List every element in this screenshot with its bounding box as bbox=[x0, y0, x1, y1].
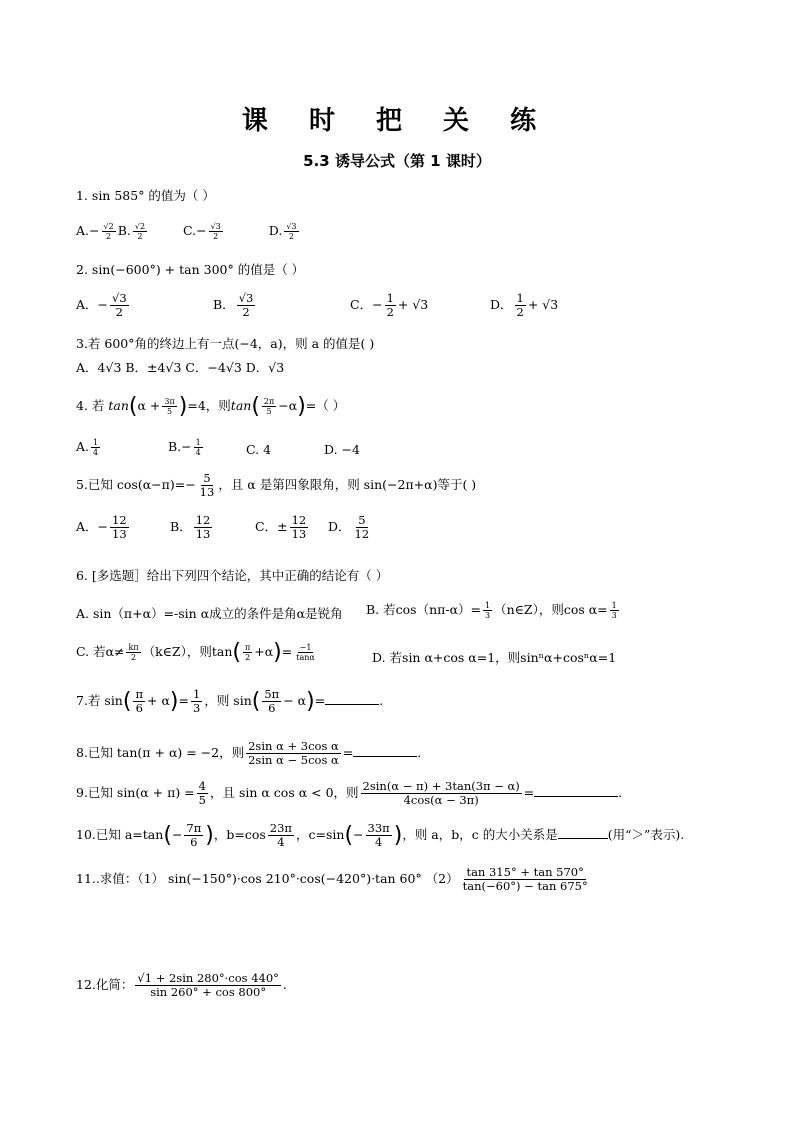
option-d-fraction bbox=[353, 514, 372, 541]
option-a-fraction bbox=[91, 438, 100, 457]
numerator: 1 bbox=[386, 291, 394, 305]
fraction bbox=[198, 472, 217, 499]
expression-end: =（ ） bbox=[305, 398, 346, 413]
b-definition: ，b=cos bbox=[213, 827, 266, 843]
fraction bbox=[162, 397, 176, 416]
question-5-tail: ，且 α 是第四象限角，则 sin(−2π+α)等于( ) bbox=[218, 477, 477, 493]
answer-blank[interactable] bbox=[325, 704, 379, 705]
option-b-fraction bbox=[194, 438, 203, 457]
denominator: 13 bbox=[291, 527, 307, 542]
denominator: 4 bbox=[277, 835, 285, 850]
fraction bbox=[243, 643, 252, 662]
question-3-stem: 3.若 600°角的终边上有一点(−4，a)，则 a 的值是( ) bbox=[76, 336, 375, 351]
denominator: 12 bbox=[354, 527, 370, 542]
question-9-stem bbox=[76, 780, 622, 807]
denominator: 2 bbox=[245, 653, 251, 662]
numerator: 5π bbox=[264, 687, 280, 701]
denominator: 5 bbox=[167, 407, 173, 416]
fraction bbox=[361, 780, 522, 807]
numerator: √2 bbox=[103, 222, 114, 231]
answer-blank[interactable] bbox=[558, 838, 608, 839]
denominator: 2 bbox=[137, 232, 143, 242]
question-11-lead: 11..求值：（1） sin(−150°)·cos 210°·cos(−420°)·tan 60° （2） bbox=[76, 871, 459, 887]
numerator: 1 bbox=[93, 438, 99, 447]
option-c-tail: +α bbox=[254, 644, 274, 659]
option-c-sign: − bbox=[196, 223, 207, 239]
denominator: 13 bbox=[195, 527, 211, 542]
numerator: 1 bbox=[516, 291, 524, 305]
period: . bbox=[417, 745, 422, 761]
left-paren: ( bbox=[163, 823, 172, 849]
tan-function: tan bbox=[230, 398, 252, 413]
option-a-label: A． bbox=[76, 519, 98, 535]
left-paren: ( bbox=[344, 823, 354, 849]
denominator: 13 bbox=[112, 527, 127, 542]
fraction bbox=[262, 397, 276, 416]
fraction bbox=[268, 822, 294, 849]
period: . bbox=[618, 785, 623, 801]
fraction bbox=[483, 601, 492, 620]
denominator: 3 bbox=[484, 611, 491, 620]
right-paren: ) bbox=[169, 689, 179, 715]
question-4-option-a bbox=[76, 438, 102, 457]
option-c-label: C. bbox=[183, 223, 197, 239]
denominator: 2 bbox=[242, 305, 250, 320]
page-subtitle: 5.3 诱导公式（第 1 课时） bbox=[303, 152, 491, 170]
option-c-fraction bbox=[385, 292, 396, 319]
denominator: 6 bbox=[135, 701, 143, 716]
numerator: 12 bbox=[112, 513, 127, 527]
fraction bbox=[246, 740, 341, 767]
equals-sign: = bbox=[523, 785, 535, 801]
option-a-fraction bbox=[110, 292, 129, 319]
equals-sign: = bbox=[314, 693, 326, 709]
equals-sign: = bbox=[178, 693, 189, 709]
question-4-option-c: C. 4 bbox=[246, 442, 272, 457]
numerator: 1 bbox=[611, 600, 617, 610]
question-4-stem bbox=[76, 394, 345, 419]
numerator: 2sin(α − π) + 3tan(3π − α) bbox=[362, 779, 520, 793]
denominator: 5 bbox=[198, 793, 206, 808]
numerator: 12 bbox=[291, 513, 307, 527]
fraction bbox=[197, 780, 208, 807]
question-2-option-d bbox=[490, 292, 558, 319]
option-b-fraction bbox=[133, 222, 147, 241]
question-7-stem bbox=[76, 688, 383, 715]
question-8-stem bbox=[76, 740, 421, 767]
fraction bbox=[135, 972, 281, 999]
option-a-fraction bbox=[110, 514, 129, 541]
denominator: sin 260° + cos 800° bbox=[150, 985, 267, 1000]
fraction bbox=[366, 822, 392, 849]
numerator: 23π bbox=[269, 821, 292, 835]
option-c-sign: ± bbox=[277, 519, 288, 535]
option-c-lead: C. 若α≠ bbox=[76, 644, 125, 659]
denominator: tanα bbox=[296, 653, 315, 662]
option-c-label: C． bbox=[350, 297, 373, 313]
numerator: √3 bbox=[112, 291, 127, 305]
option-a-sign: − bbox=[97, 519, 109, 535]
numerator: √3 bbox=[210, 222, 221, 231]
denominator: 4 bbox=[195, 448, 201, 458]
expression-text: −α bbox=[278, 398, 298, 413]
denominator: 6 bbox=[268, 701, 276, 716]
option-d-tail: + √3 bbox=[527, 297, 559, 313]
option-b-lead: B. 若cos（nπ-α）= bbox=[366, 602, 481, 617]
question-5-option-a bbox=[76, 514, 131, 541]
numerator: kπ bbox=[128, 642, 139, 652]
expression-text: + α bbox=[147, 693, 170, 709]
right-paren: ) bbox=[273, 640, 282, 665]
fraction bbox=[191, 688, 202, 715]
numerator: √3 bbox=[286, 222, 297, 231]
question-6-option-d: D. 若sin α+cos α=1，则sinⁿα+cosⁿα=1 bbox=[372, 650, 617, 665]
c-definition: ，c=sin bbox=[295, 827, 345, 843]
denominator: 2 bbox=[130, 653, 137, 662]
option-a-fraction bbox=[102, 222, 116, 241]
question-1-options bbox=[76, 222, 301, 241]
question-5-stem bbox=[76, 472, 476, 499]
numerator: π bbox=[244, 642, 251, 652]
option-c-tail: + √3 bbox=[397, 297, 429, 313]
expression-text: =4，则 bbox=[187, 398, 231, 413]
denominator: 4 bbox=[93, 448, 99, 458]
option-b-mid: （n∈Z），则cos α= bbox=[494, 602, 608, 617]
fraction bbox=[262, 688, 281, 715]
right-paren: ) bbox=[306, 689, 315, 715]
equals-sign: = bbox=[342, 745, 354, 761]
numerator: 5 bbox=[203, 471, 211, 485]
expression-text: ，则 sin bbox=[204, 693, 252, 709]
period: . bbox=[282, 977, 287, 993]
numerator: π bbox=[135, 687, 144, 701]
option-a-sign: − bbox=[97, 297, 109, 313]
option-b-sign: − bbox=[181, 439, 192, 455]
numerator: 1 bbox=[195, 438, 201, 447]
question-5-option-b bbox=[170, 514, 214, 541]
denominator: 2 bbox=[516, 305, 524, 320]
numerator: √2 bbox=[134, 222, 146, 231]
option-b-label: B． bbox=[213, 297, 235, 313]
question-6-option-b bbox=[366, 600, 621, 620]
question-2-option-b bbox=[213, 292, 257, 319]
option-a-label: A． bbox=[76, 297, 98, 313]
option-b-label: B. bbox=[117, 223, 131, 239]
question-4-lead: 4. 若 bbox=[76, 398, 105, 413]
question-10-stem bbox=[76, 822, 684, 849]
expression-text: − α bbox=[283, 693, 307, 709]
denominator: tan(−60°) − tan 675° bbox=[462, 879, 588, 894]
left-paren: ( bbox=[128, 394, 138, 419]
denominator: 3 bbox=[193, 701, 201, 716]
question-10-lead: 10.已知 a=tan bbox=[76, 827, 164, 843]
denominator: 13 bbox=[199, 485, 215, 500]
question-10-end: ，则 a，b，c 的大小关系是 bbox=[402, 827, 558, 843]
denominator: 6 bbox=[190, 835, 198, 850]
question-6-option-a: A. sin（π+α）=-sin α成立的条件是角α是锐角 bbox=[76, 606, 343, 621]
option-d-label: D． bbox=[328, 519, 351, 535]
question-12-lead: 12.化简： bbox=[76, 977, 134, 993]
numerator: 2sin α + 3cos α bbox=[248, 739, 339, 753]
fraction bbox=[461, 866, 590, 893]
question-6-stem: 6. [多选题］给出下列四个结论，其中正确的结论有（ ） bbox=[76, 568, 389, 583]
left-paren: ( bbox=[251, 689, 261, 715]
denominator: 2 bbox=[115, 305, 123, 320]
question-6-option-c bbox=[76, 640, 319, 665]
option-c-sign: − bbox=[372, 297, 383, 313]
option-c-fraction bbox=[209, 222, 223, 241]
fraction bbox=[294, 643, 317, 662]
fraction bbox=[126, 643, 140, 662]
equals-sign: = bbox=[281, 644, 293, 659]
question-5-option-c bbox=[255, 514, 310, 541]
option-b-fraction bbox=[237, 292, 256, 319]
question-9-mid: ，且 sin α cos α < 0，则 bbox=[209, 785, 359, 801]
question-3-options: A．4√3 B．±4√3 C．−4√3 D．√3 bbox=[76, 360, 285, 375]
denominator: 2 bbox=[386, 305, 394, 320]
option-b-fraction bbox=[194, 514, 213, 541]
numerator: √3 bbox=[238, 291, 254, 305]
denominator: 4 bbox=[374, 835, 383, 850]
minus-sign: − bbox=[171, 827, 183, 843]
numerator: 33π bbox=[367, 821, 390, 835]
question-7-lead: 7.若 sin bbox=[76, 693, 123, 709]
tan-function: tan bbox=[108, 398, 129, 413]
option-a-sign: − bbox=[89, 223, 100, 239]
denominator: 4cos(α − 3π) bbox=[403, 793, 479, 808]
right-paren: ) bbox=[297, 394, 306, 419]
denominator: 3 bbox=[611, 611, 617, 620]
question-11-stem bbox=[76, 866, 592, 893]
denominator: 2sin α − 5cos α bbox=[248, 753, 339, 768]
question-10-note: (用“＞”表示). bbox=[607, 827, 685, 843]
numerator: 2π bbox=[263, 396, 275, 406]
numerator: 1 bbox=[193, 687, 201, 701]
right-paren: ) bbox=[393, 823, 403, 849]
period: . bbox=[379, 693, 384, 709]
right-paren: ) bbox=[205, 823, 214, 849]
numerator: 7π bbox=[186, 821, 202, 835]
numerator: 5 bbox=[358, 513, 366, 527]
question-5-option-d bbox=[328, 514, 373, 541]
option-a-label: A. bbox=[76, 439, 90, 455]
denominator: 2 bbox=[106, 232, 112, 242]
question-4-option-b bbox=[168, 438, 205, 457]
numerator: 12 bbox=[195, 513, 211, 527]
left-paren: ( bbox=[232, 640, 241, 665]
denominator: 5 bbox=[266, 407, 272, 416]
question-2-option-a bbox=[76, 292, 131, 319]
option-c-label: C． bbox=[255, 519, 278, 535]
denominator: 2 bbox=[213, 232, 219, 242]
answer-blank[interactable] bbox=[534, 796, 618, 797]
numerator: −1 bbox=[299, 642, 312, 652]
expression-text: α + bbox=[137, 398, 161, 413]
numerator: tan 315° + tan 570° bbox=[466, 865, 584, 879]
option-d-label: D. bbox=[268, 223, 283, 239]
question-12-stem bbox=[76, 972, 287, 999]
left-paren: ( bbox=[122, 689, 132, 715]
question-2-option-c bbox=[350, 292, 428, 319]
page-title: 课 时 把 关 练 bbox=[241, 106, 553, 136]
fraction bbox=[610, 601, 619, 620]
left-paren: ( bbox=[251, 394, 260, 419]
option-b-label: B． bbox=[170, 519, 192, 535]
question-9-lead: 9.已知 sin(α + π) = bbox=[76, 785, 195, 801]
minus-sign: − bbox=[353, 827, 364, 843]
denominator: 2 bbox=[288, 232, 294, 242]
fraction bbox=[133, 688, 145, 715]
numerator: 1 bbox=[484, 600, 491, 610]
option-d-fraction bbox=[515, 292, 526, 319]
option-d-fraction bbox=[284, 222, 298, 241]
numerator: √1 + 2sin 280°·cos 440° bbox=[137, 971, 279, 985]
right-paren: ) bbox=[178, 394, 188, 419]
fraction bbox=[184, 822, 203, 849]
option-c-mid: （k∈Z），则tan bbox=[142, 644, 233, 659]
option-b-label: B. bbox=[168, 439, 182, 455]
question-1-stem: 1. sin 585° 的值为（ ） bbox=[76, 188, 215, 203]
numerator: 3π bbox=[164, 396, 175, 406]
question-4-option-d: D. −4 bbox=[324, 442, 360, 457]
option-d-label: D． bbox=[490, 297, 513, 313]
question-5-lead: 5.已知 cos(α−π)=− bbox=[76, 477, 196, 493]
option-c-fraction bbox=[290, 514, 309, 541]
option-a-label: A. bbox=[76, 223, 90, 239]
question-2-stem: 2. sin(−600°) + tan 300° 的值是（ ） bbox=[76, 262, 305, 277]
numerator: 4 bbox=[198, 779, 206, 793]
answer-blank[interactable] bbox=[353, 756, 417, 757]
question-8-lead: 8.已知 tan(π + α) = −2，则 bbox=[76, 745, 245, 761]
